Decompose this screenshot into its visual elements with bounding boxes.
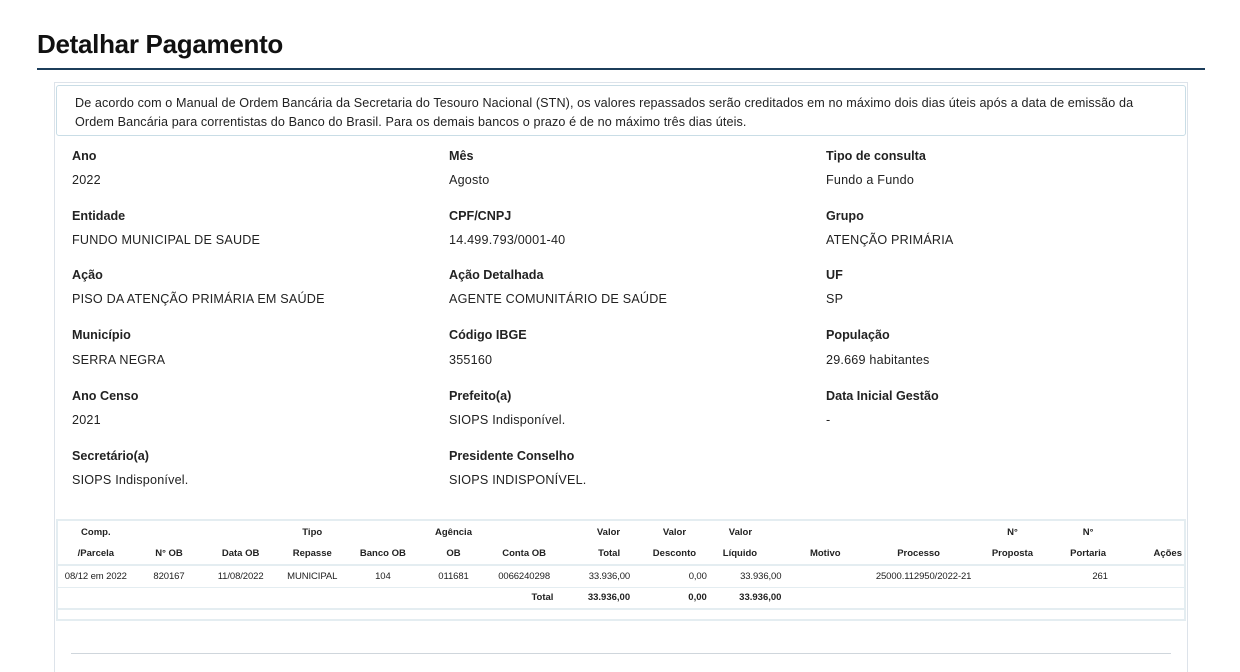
field-label: Grupo — [826, 209, 864, 223]
field-label: Presidente Conselho — [449, 449, 575, 463]
th-conta-ob-sub: Conta OB — [489, 543, 560, 565]
field-label: Ação — [72, 268, 103, 282]
total-valor-desconto: 0,00 — [636, 587, 713, 609]
th-processo-sub: Processo — [863, 543, 974, 565]
th-valor-liquido-sub: Líquido — [713, 543, 788, 565]
cell-processo: 25000.112950/2022-21 — [863, 565, 974, 587]
field-value: ATENÇÃO PRIMÁRIA — [826, 233, 954, 247]
field-ano-censo — [72, 389, 432, 427]
total-empty — [787, 587, 1184, 609]
th-n-proposta: N° — [1007, 526, 1018, 538]
th-valor-liquido: Valor — [728, 526, 753, 538]
field-populacao — [826, 328, 1186, 367]
field-uf — [826, 268, 1186, 306]
th-comp-sub: /Parcela — [58, 543, 134, 565]
payments-table — [58, 521, 1184, 610]
field-presidente-conselho — [449, 449, 809, 487]
field-label: CPF/CNPJ — [449, 209, 512, 223]
field-mes — [449, 149, 809, 187]
field-label: Ano — [72, 149, 97, 163]
th-acoes — [1125, 521, 1184, 543]
th-valor-total-sub: Total — [559, 543, 636, 565]
cell-tipo-repasse: MUNICIPAL — [277, 565, 348, 587]
cell-n-proposta — [974, 565, 1051, 587]
table-header-row-bottom — [58, 543, 1184, 565]
total-valor-liquido: 33.936,00 — [713, 587, 788, 609]
field-cpf-cnpj — [449, 209, 809, 247]
field-prefeito — [449, 389, 809, 427]
th-motivo — [787, 521, 863, 543]
th-data-ob-sub: Data OB — [204, 543, 277, 565]
field-entidade — [72, 209, 432, 247]
field-municipio — [72, 328, 432, 367]
field-label: UF — [826, 268, 843, 282]
cell-agencia-ob: 011681 — [418, 565, 489, 587]
field-tipo-consulta — [826, 149, 1186, 187]
cell-acoes[interactable] — [1125, 565, 1184, 587]
field-value: SP — [826, 292, 844, 306]
field-value: 29.669 habitantes — [826, 353, 930, 367]
field-value: AGENTE COMUNITÁRIO DE SAÚDE — [449, 292, 668, 306]
table-total-row — [58, 587, 1184, 609]
field-value: SIOPS Indisponível. — [449, 413, 566, 427]
stn-notice: De acordo com o Manual de Ordem Bancária da Secretaria do Tesouro Nacional (STN), os valores repassados serão creditados em no máximo dois dias úteis após a data de emissão da Ordem Bancária para correntistas do Banco do Brasil. Para os demais bancos o prazo é de no máximo três dias úteis. — [56, 85, 1186, 136]
th-agencia-ob: Agência — [435, 526, 472, 538]
total-label: Total — [58, 587, 559, 609]
th-valor-total: Valor — [596, 526, 621, 538]
field-secretario — [72, 449, 432, 487]
cell-motivo — [787, 565, 863, 587]
field-value: 14.499.793/0001-40 — [449, 233, 566, 247]
field-value: 2021 — [72, 413, 101, 427]
total-valor-total: 33.936,00 — [559, 587, 636, 609]
field-label: Secretário(a) — [72, 449, 149, 463]
th-conta-ob — [489, 521, 560, 543]
field-value: Fundo a Fundo — [826, 173, 915, 187]
field-codigo-ibge — [449, 328, 809, 367]
th-data-ob — [204, 521, 277, 543]
cell-valor-desconto: 0,00 — [636, 565, 713, 587]
field-acao-detalhada — [449, 268, 809, 306]
field-value: 2022 — [72, 173, 101, 187]
payments-table-container — [56, 519, 1186, 621]
field-value: - — [826, 413, 831, 427]
bottom-divider — [71, 653, 1171, 654]
field-value: 355160 — [449, 353, 493, 367]
th-n-portaria: N° — [1082, 526, 1094, 538]
th-acoes-sub: Ações — [1125, 543, 1184, 565]
th-motivo-sub: Motivo — [787, 543, 863, 565]
th-banco-ob — [348, 521, 419, 543]
field-value: Agosto — [449, 173, 490, 187]
th-tipo-repasse: Tipo — [302, 526, 323, 538]
field-label: Município — [72, 328, 131, 342]
cell-comp: 08/12 em 2022 — [58, 565, 134, 587]
table-row — [58, 565, 1184, 587]
cell-n-ob: 820167 — [134, 565, 205, 587]
field-acao — [72, 268, 432, 306]
payment-detail-panel — [54, 82, 1188, 672]
field-label: Ação Detalhada — [449, 268, 544, 282]
th-valor-desconto: Valor — [662, 526, 687, 538]
title-divider — [37, 68, 1205, 70]
field-label: Entidade — [72, 209, 126, 223]
th-valor-desconto-sub: Desconto — [636, 543, 713, 565]
th-n-portaria-sub: Portaria — [1051, 543, 1126, 565]
cell-conta-ob: 0066240298 — [489, 565, 560, 587]
th-agencia-ob-sub: OB — [418, 543, 489, 565]
cell-n-portaria: 261 — [1051, 565, 1126, 587]
cell-data-ob: 11/08/2022 — [204, 565, 277, 587]
field-label: Código IBGE — [449, 328, 527, 342]
field-value: SERRA NEGRA — [72, 353, 166, 367]
cell-valor-total: 33.936,00 — [559, 565, 636, 587]
cell-valor-liquido: 33.936,00 — [713, 565, 788, 587]
field-label: Ano Censo — [72, 389, 139, 403]
field-value: FUNDO MUNICIPAL DE SAUDE — [72, 233, 261, 247]
th-comp: Comp. — [81, 526, 111, 538]
field-ano — [72, 149, 432, 187]
field-label: População — [826, 328, 890, 342]
field-value: PISO DA ATENÇÃO PRIMÁRIA EM SAÚDE — [72, 292, 325, 306]
field-value: SIOPS INDISPONÍVEL. — [449, 473, 587, 487]
field-label: Mês — [449, 149, 474, 163]
th-banco-ob-sub: Banco OB — [348, 543, 419, 565]
field-label: Prefeito(a) — [449, 389, 512, 403]
cell-banco-ob: 104 — [348, 565, 419, 587]
th-tipo-repasse-sub: Repasse — [277, 543, 348, 565]
page-title: Detalhar Pagamento — [37, 29, 284, 59]
th-processo — [863, 521, 974, 543]
th-n-ob-sub: N° OB — [134, 543, 205, 565]
field-value: SIOPS Indisponível. — [72, 473, 189, 487]
field-grupo — [826, 209, 1186, 247]
th-n-ob — [134, 521, 205, 543]
field-label: Data Inicial Gestão — [826, 389, 939, 403]
field-label: Tipo de consulta — [826, 149, 926, 163]
th-n-proposta-sub: Proposta — [974, 543, 1051, 565]
table-header-row-top — [58, 521, 1184, 543]
field-data-inicial-gestao — [826, 389, 1186, 427]
